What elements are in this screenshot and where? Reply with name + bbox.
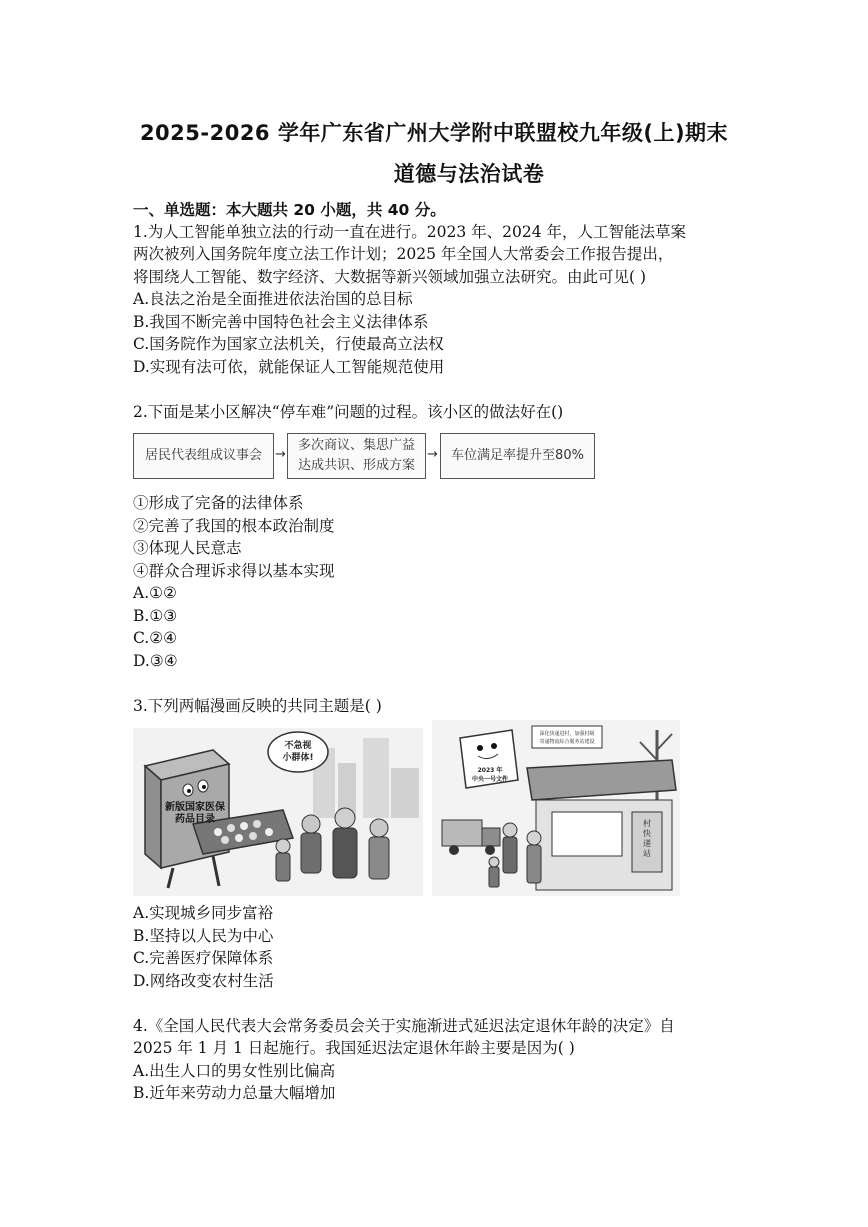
flow-step-2-line2: 达成共识、形成方案 xyxy=(297,458,415,473)
flow-arrow-icon: → xyxy=(275,447,286,462)
q2-option-c: C.②④ xyxy=(133,629,178,647)
cartoon2-banner-line1: 深化快递进村，加强村级 xyxy=(539,731,595,737)
q4-stem-line: 4.《全国人民代表大会常务委员会关于实施渐进式延迟法定退休年龄的决定》自 xyxy=(133,1017,675,1035)
cartoon-medical-insurance xyxy=(133,728,423,896)
q2-flow-chart xyxy=(133,433,595,481)
q3-option-d: D.网络改变农村生活 xyxy=(133,972,274,990)
q4-option-b: B.近年来劳动力总量大幅增加 xyxy=(133,1084,336,1102)
flow-step-1: 居民代表组成议事会 xyxy=(133,433,274,479)
cartoon2-sign-char: 快 xyxy=(643,829,651,838)
cartoon2-sign-char: 站 xyxy=(643,849,651,858)
q2-option-d: D.③④ xyxy=(133,652,178,670)
q4-option-a: A.出生人口的男女性别比偏高 xyxy=(133,1062,336,1080)
cartoon2-doc-line1: 2023 年 xyxy=(477,767,503,774)
q2-statement-3: ③体现人民意志 xyxy=(133,539,242,557)
q3-option-b: B.坚持以人民为中心 xyxy=(133,927,274,945)
flow-step-3: 车位满足率提升至80% xyxy=(440,433,595,479)
page-subtitle: 道德与法治试卷 xyxy=(393,162,545,186)
section-heading: 一、单选题：本大题共 20 小题，共 40 分。 xyxy=(133,201,446,219)
cartoon2-sign-char: 递 xyxy=(643,839,651,848)
q2-option-b: B.①③ xyxy=(133,607,178,625)
q4-stem-line: 2025 年 1 月 1 日起施行。我国延迟法定退休年龄主要是因为( ) xyxy=(133,1039,575,1057)
q3-option-c: C.完善医疗保障体系 xyxy=(133,949,274,967)
cartoon2-doc-line2: 中央一号文件 xyxy=(471,776,509,783)
q1-option-a: A.良法之治是全面推进依法治国的总目标 xyxy=(133,290,413,308)
cartoon1-bubble-line1: 不急视 xyxy=(284,741,312,751)
cartoon2-banner-line2: 寄递物流综合服务站建设 xyxy=(539,739,595,745)
q2-statement-4: ④群众合理诉求得以基本实现 xyxy=(133,562,335,580)
cartoon-rural-express xyxy=(432,720,680,896)
cartoon2-sign-char: 村 xyxy=(643,819,651,828)
q2-statement-1: ①形成了完备的法律体系 xyxy=(133,494,304,512)
page-title: 2025-2026 学年广东省广州大学附中联盟校九年级(上)期末 xyxy=(139,121,729,145)
flow-step-2-line1: 多次商议、集思广益 xyxy=(297,438,415,453)
flow-step-2 xyxy=(287,433,426,479)
cartoon1-box-line2: 药品目录 xyxy=(175,814,215,825)
q1-option-c: C.国务院作为国家立法机关，行使最高立法权 xyxy=(133,335,444,353)
q1-option-b: B.我国不断完善中国特色社会主义法律体系 xyxy=(133,313,429,331)
q1-stem-line: 两次被列入国务院年度立法工作计划；2025 年全国人大常委会工作报告提出， xyxy=(133,245,674,263)
flow-arrow-icon: → xyxy=(427,447,438,462)
q1-option-d: D.实现有法可依，就能保证人工智能规范使用 xyxy=(133,358,445,376)
q3-stem: 3.下列两幅漫画反映的共同主题是( ) xyxy=(133,697,382,715)
q1-stem-line: 将围绕人工智能、数字经济、大数据等新兴领域加强立法研究。由此可见( ) xyxy=(133,268,647,286)
q2-stem: 2.下面是某小区解决“停车难”问题的过程。该小区的做法好在() xyxy=(133,403,564,421)
cartoon1-box-line1: 新版国家医保 xyxy=(165,802,225,813)
cartoon1-bubble-line2: 小群体! xyxy=(282,753,314,763)
q2-option-a: A.①② xyxy=(133,584,177,602)
q1-stem-line: 1.为人工智能单独立法的行动一直在进行。2023 年、2024 年，人工智能法草案 xyxy=(133,223,687,241)
q3-option-a: A.实现城乡同步富裕 xyxy=(133,904,274,922)
q2-statement-2: ②完善了我国的根本政治制度 xyxy=(133,517,335,535)
